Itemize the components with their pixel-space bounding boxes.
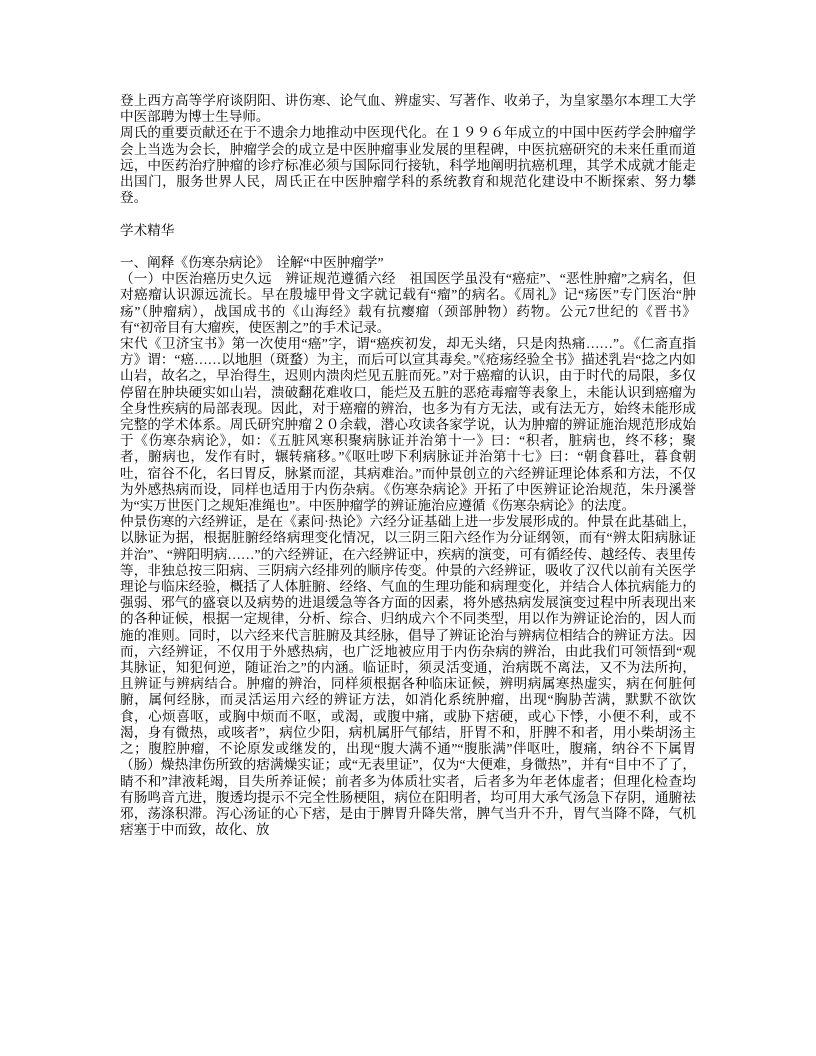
paragraph: 一、阐释《伤寒杂病论》 诠解“中医肿瘤学”: [120, 255, 384, 270]
paragraph: 仲景伤寒的六经辨证，是在《素问·热论》六经分证基础上进一步发展形成的。仲景在此基础上，以脉证为据，根据脏腑经络病理变化情况，以三阴三阳六经作为分证纲领，而有“辨太阳病脉证并治”、“辨阳明病……”的六经辨证，在六经辨证中，疾病的演变，可有循经传、越经传、表里传等，非独总按三阳病、三阴病六经排列的顺序传变。仲景的六经辨证，吸收了汉代以前有关医学理论与临床经验，概括了人体脏腑、经络、气血的生理功能和病理变化，并结合人体抗病能力的强弱、邪气的盛衰以及病势的进退缓急等各方面的因素，将外感热病发展演变过程中所表现出来的各种证候，根据一定规律，分析、综合、归纳成六个不同类型，用以作为辨证论治的，因人而施的准则。同时，以六经来代言脏腑及其经脉，倡导了辨证论治与辨病位相结合的辨证方法。因而，六经辨证，不仅用于外感热病，也广泛地被应用于内伤杂病的辨治，由此我们可领悟到“观其脉证，知犯何逆，随证治之”的内涵。临证时，须灵活变通，治病既不离法，又不为法所拘，且辨证与辨病结合。肿瘤的辨治，同样须根据各种临床证候，辨明病属寒热虚实，病在何脏何腑，属何经脉，而灵活运用六经的辨证方法，如消化系统肿瘤，出现“胸胁苦满，默默不欲饮食，心烦喜呕，或胸中烦而不呕，或渴，或腹中痛，或胁下痞硬，或心下悸，小便不利，或不渴，身有微热，或咳者”，病位少阳，病机属肝气郁结，肝胃不和，肝脾不和者，用小柴胡汤主之；腹腔肿瘤，不论原发或继发的，出现“腹大满不通”“腹胀满”伴呕吐，腹痛，纳谷不下属胃（肠）燥热津伤所致的痞满燥实证；或“无表里证”，仅为“大便难，身微热”，并有“目中不了了，睛不和”津液耗竭，目失所养证候；前者多为体质壮实者，后者多为年老体虚者；但理化检查均有肠鸣音亢进，腹透均提示不完全性肠梗阻，病位在阳明者，均可用大承气汤急下存阴，通腑祛邪，荡涤积滞。泻心汤证的心下痞，是由于脾胃升降失常，脾气当升不升，胃气当降不降，气机痞塞于中而致，故化、放: [120, 514, 696, 838]
blank-line: [120, 239, 696, 255]
paragraph: 登上西方高等学府谈阴阳、讲伤寒、论气血、辨虚实、写著作、收弟子，为皇家墨尔本理工大学中医部聘为博士生导师。: [120, 93, 696, 125]
paragraph: 周氏的重要贡献还在于不遗余力地推动中医现代化。在１９９６年成立的中国中医药学会肿瘤学会上当选为会长，肿瘤学会的成立是中医肿瘤事业发展的里程碑，中医抗癌研究的未来任重而道远，中医药治疗肿瘤的诊疗标准必须与国际同行接轨，科学地阐明抗癌机理，其学术成就才能走出国门，服务世界人民，周氏正在中医肿瘤学科的系统教育和规范化建设中不断探索、努力攀登。: [120, 125, 696, 206]
document-content: [120, 93, 696, 838]
blank-line: [120, 206, 696, 222]
section-heading: 学术精华: [120, 222, 175, 238]
paragraph: 宋代《卫济宝书》第一次使用“癌”字，谓“癌疾初发，却无头绪，只是肉热痛……”。《仁斋直指方》谓：“癌……以地胆（斑蝥）为主，而后可以宣其毒矣。”《疮疡经验全书》描述乳岩“捻之内如山岩，故名之，早治得生，迟则内溃肉烂见五脏而死。”对于癌瘤的认识，由于时代的局限，多仅停留在肿块硬实如山岩，溃破翻花难收口，能烂及五脏的恶疮毒瘤等表象上，未能认识到癌瘤为全身性疾病的局部表现。因此，对于癌瘤的辨治，也多为有方无法，或有法无方，始终未能形成完整的学术体系。周氏研究肿瘤２０余载，潜心攻读各家学说，认为肿瘤的辨证施治规范形成始于《伤寒杂病论》，如：《五脏风寒积聚病脉证并治第十一》曰：“积者，脏病也，终不移；聚者，腑病也，发作有时，辗转痛移。”《呕吐哕下利病脉证并治第十七》曰：“朝食暮吐，暮食朝吐，宿谷不化，名曰胃反，脉紧而涩，其病难治。”而仲景创立的六经辨证理论体系和方法，不仅为外感热病而设，同样也适用于内伤杂病。《伤寒杂病论》开拓了中医辨证论治规范，朱丹溪誉为“实万世医门之规矩准绳也”。中医肿瘤学的辨证施治应遵循《伤寒杂病论》的法度。: [120, 336, 696, 514]
paragraph: （一）中医治癌历史久远 辨证规范遵循六经 祖国医学虽没有“癌症”、“恶性肿瘤”之病名，但对癌瘤认识源远流长。早在殷墟甲骨文字就记载有“瘤”的病名。《周礼》记“疡医”专门医治“肿疡”（肿瘤病），战国成书的《山海经》载有抗瘿瘤（颈部肿物）药物。公元7世纪的《晋书》有“初帝目有大瘤疾，使医割之”的手术记录。: [120, 271, 696, 335]
